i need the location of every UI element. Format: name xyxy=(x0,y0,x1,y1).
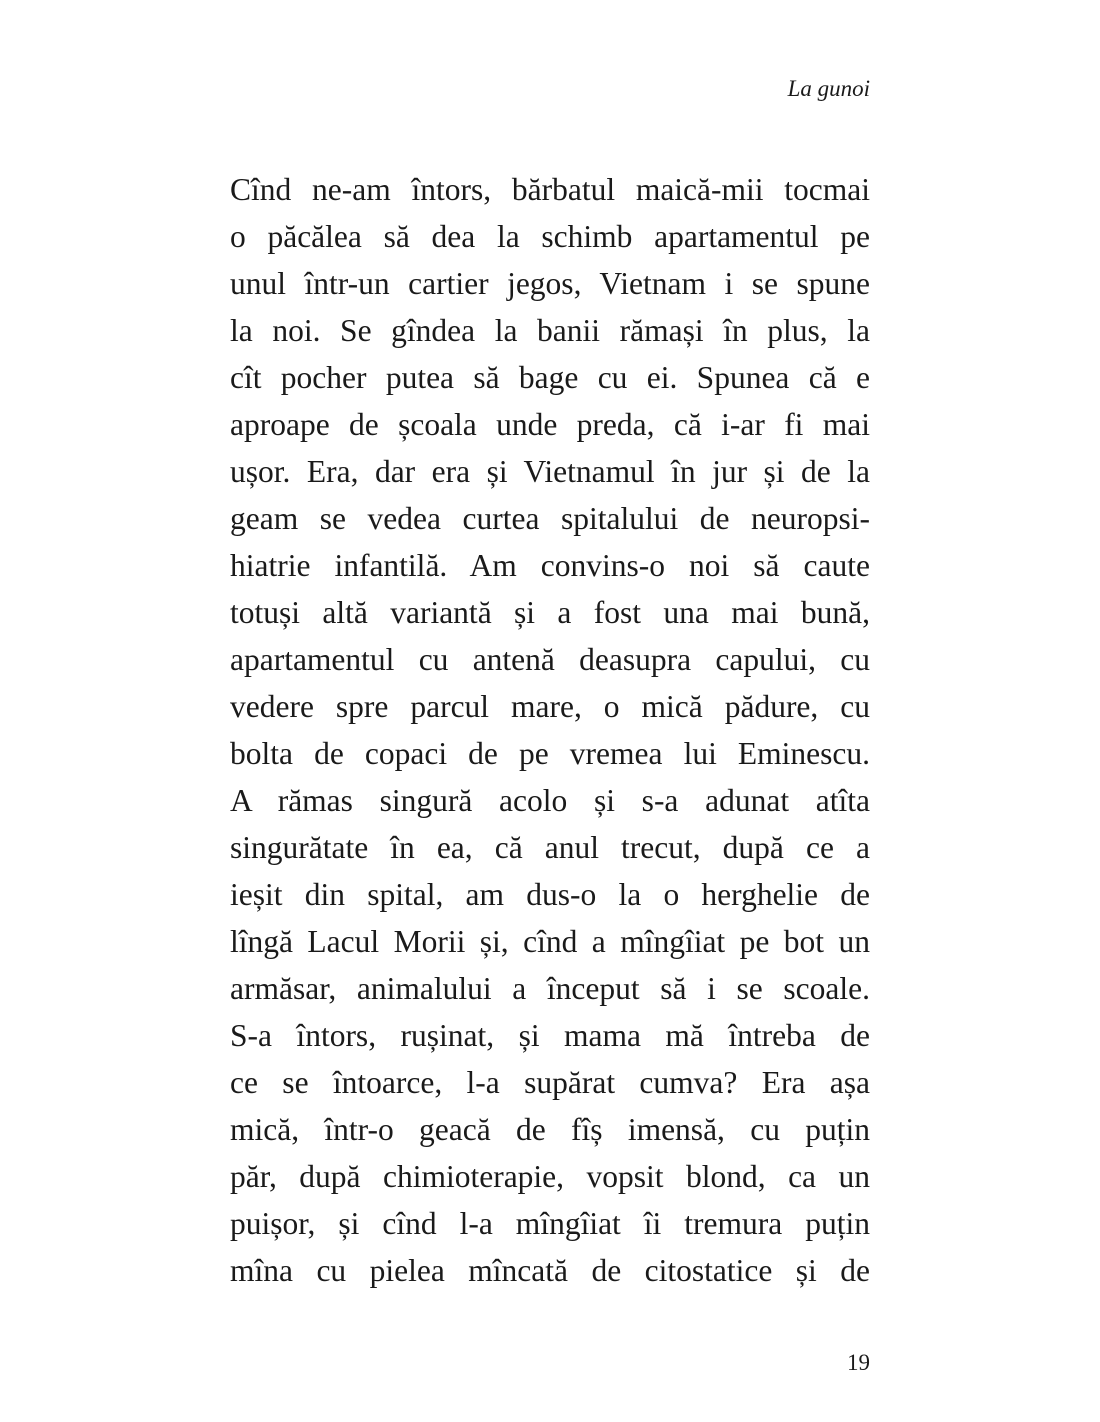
text-line: unul într-un cartier jegos, Vietnam i se spune xyxy=(230,266,870,301)
text-line: geam se vedea curtea spitalului de neuropsi- xyxy=(230,501,870,536)
text-line: cît pocher putea să bage cu ei. Spunea că e xyxy=(230,360,870,395)
text-line: A rămas singură acolo și s-a adunat atîta xyxy=(230,783,870,818)
text-line: S-a întors, rușinat, și mama mă întreba de xyxy=(230,1018,870,1053)
text-line: lîngă Lacul Morii și, cînd a mîngîiat pe bot un xyxy=(230,924,870,959)
text-line: ușor. Era, dar era și Vietnamul în jur și de la xyxy=(230,454,870,489)
text-line: o păcălea să dea la schimb apartamentul pe xyxy=(230,219,870,254)
text-line: armăsar, animalului a început să i se scoale. xyxy=(230,971,870,1006)
running-head: La gunoi xyxy=(787,76,870,101)
text-line: vedere spre parcul mare, o mică pădure, cu xyxy=(230,689,870,724)
text-line: singurătate în ea, că anul trecut, după ce a xyxy=(230,830,870,865)
text-line: bolta de copaci de pe vremea lui Eminescu. xyxy=(230,736,870,771)
text-line: păr, după chimioterapie, vopsit blond, ca un xyxy=(230,1159,870,1194)
body-text xyxy=(230,166,870,1294)
page-number: 19 xyxy=(847,1350,870,1375)
text-line: hiatrie infantilă. Am convins-o noi să caute xyxy=(230,548,870,583)
text-line: ce se întoarce, l-a supărat cumva? Era așa xyxy=(230,1065,870,1100)
text-line: apartamentul cu antenă deasupra capului, cu xyxy=(230,642,870,677)
text-line: totuși altă variantă și a fost una mai bună, xyxy=(230,595,870,630)
text-line: Cînd ne-am întors, bărbatul maică-mii tocmai xyxy=(230,172,870,207)
text-line: puișor, și cînd l-a mîngîiat îi tremura puțin xyxy=(230,1206,870,1241)
text-line: mică, într-o geacă de fîș imensă, cu puțin xyxy=(230,1112,870,1147)
text-line: ieșit din spital, am dus-o la o herghelie de xyxy=(230,877,870,912)
text-line: la noi. Se gîndea la banii rămași în plus, la xyxy=(230,313,870,348)
text-line: aproape de școala unde preda, că i-ar fi mai xyxy=(230,407,870,442)
text-line: mîna cu pielea mîncată de citostatice și de xyxy=(230,1253,870,1288)
